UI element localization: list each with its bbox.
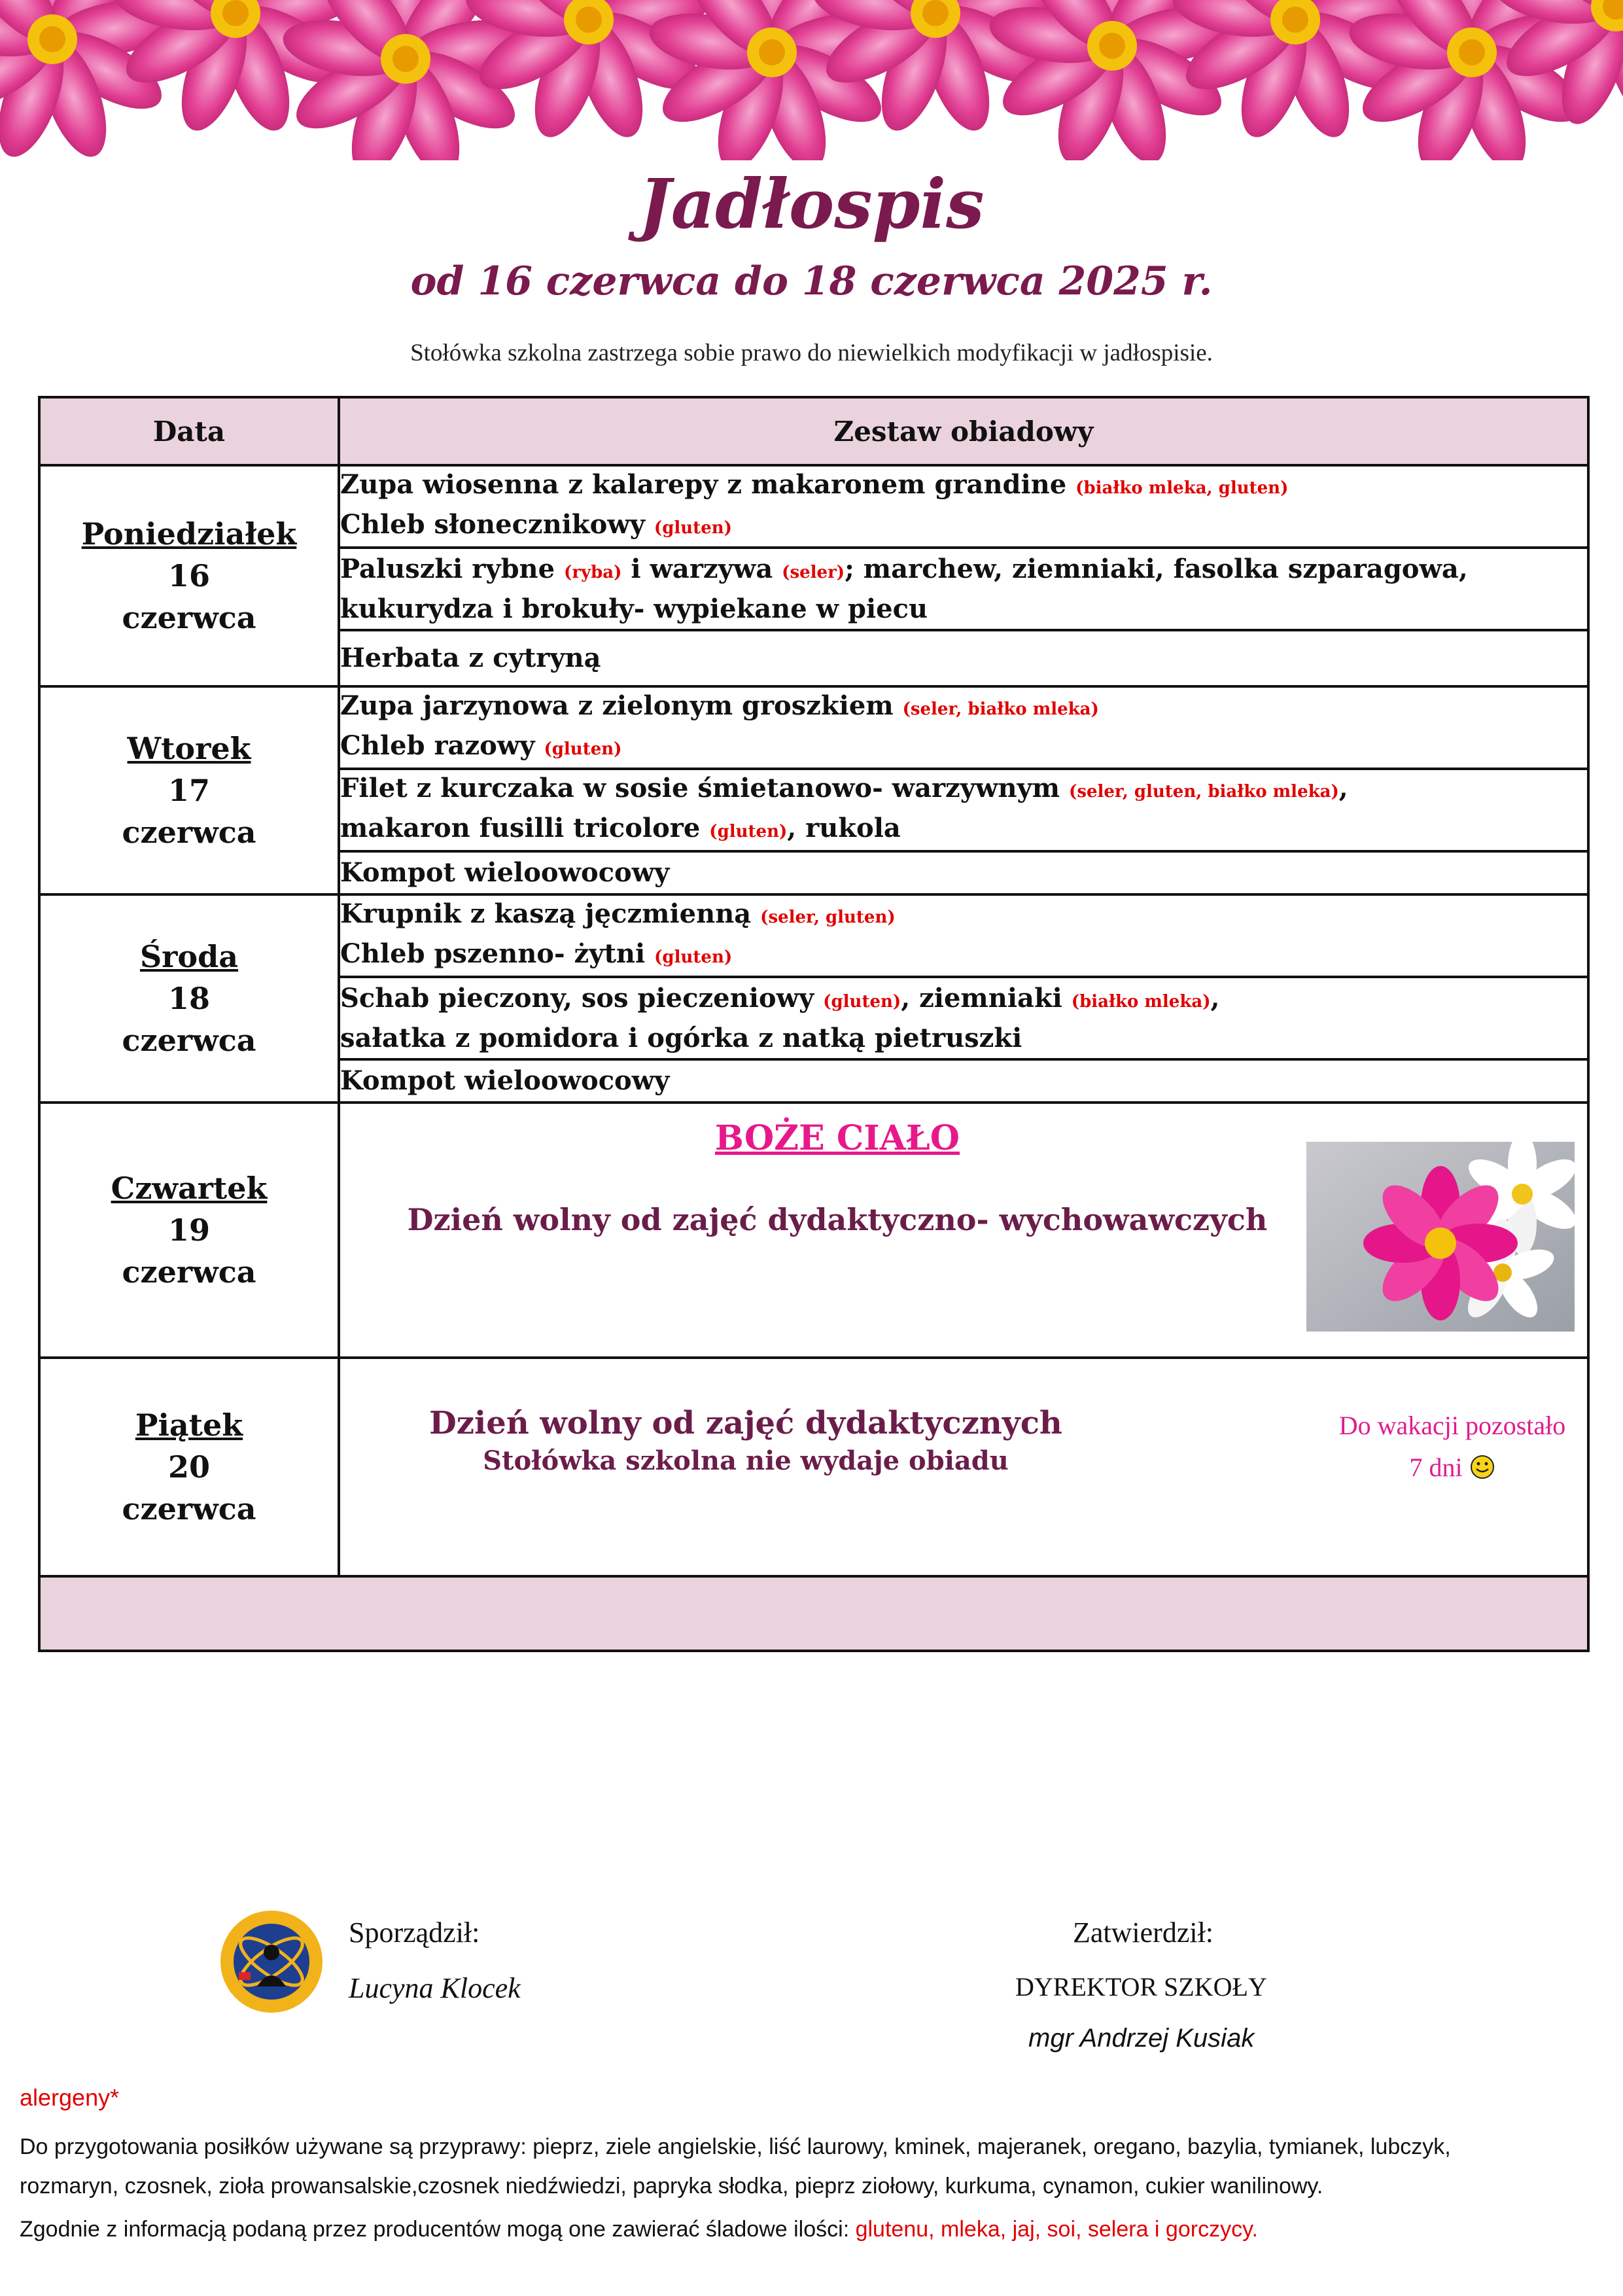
spices-line-1: Do przygotowania posiłków używane są przyprawy: pieprz, ziele angielskie, liść laurowy, kminek, majeranek, oregano, bazylia, tymianek, lubczyk, bbox=[20, 2134, 1451, 2159]
allergen-label: (gluten) bbox=[709, 822, 788, 841]
meal-text: Krupnik z kaszą jęczmienną bbox=[340, 898, 761, 929]
day-cell-monday bbox=[39, 465, 339, 686]
allergen-label: (gluten) bbox=[654, 518, 732, 538]
flower-banner bbox=[0, 0, 1623, 160]
smiley-icon bbox=[1469, 1454, 1495, 1480]
allergen-label: (gluten) bbox=[654, 947, 733, 967]
meal-text: Herbata z cytryną bbox=[340, 643, 601, 673]
meal-text: i warzywa bbox=[621, 553, 782, 584]
day-number: 17 bbox=[167, 773, 210, 808]
director-name: mgr Andrzej Kusiak bbox=[1028, 2024, 1255, 2053]
meal-text: ; marchew, ziemniaki, fasolka szparagowa, bbox=[845, 553, 1468, 584]
countdown-text: Do wakacji pozostało bbox=[1338, 1411, 1566, 1440]
meal-text: kukurydza i brokuły- wypiekane w piecu bbox=[340, 593, 928, 624]
menu-table bbox=[38, 396, 1590, 1652]
no-lunch-note: Stołówka szkolna nie wydaje obiadu bbox=[483, 1445, 1009, 1476]
meal-text: Kompot wieloowocowy bbox=[340, 857, 670, 888]
meal-soup bbox=[339, 465, 1588, 548]
day-off-note: Dzień wolny od zajęć dydaktycznych bbox=[429, 1405, 1062, 1441]
allergen-label: (gluten) bbox=[544, 739, 622, 759]
day-month: czerwca bbox=[122, 815, 256, 850]
day-cell-tuesday bbox=[39, 686, 339, 894]
approved-by-label: Zatwierdził: bbox=[1073, 1916, 1214, 1949]
date-range-subtitle: od 16 czerwca do 18 czerwca 2025 r. bbox=[410, 258, 1213, 304]
meal-soup bbox=[339, 894, 1588, 977]
day-cell-thursday bbox=[39, 1103, 339, 1358]
day-name: Piątek bbox=[135, 1407, 243, 1443]
spices-line-2: rozmaryn, czosnek, zioła prowansalskie,czosnek niedźwiedzi, papryka słodka, pieprz ziołowy, kurkuma, cynamon, cukier wanilinowy. bbox=[20, 2174, 1323, 2199]
page-title: Jadłospis bbox=[638, 164, 985, 244]
meal-text: makaron fusilli tricolore bbox=[340, 813, 710, 843]
prepared-by-label: Sporządził: bbox=[349, 1916, 480, 1949]
meal-drink bbox=[339, 851, 1588, 894]
day-month: czerwca bbox=[122, 1023, 256, 1058]
meal-text: , bbox=[1338, 773, 1348, 804]
day-month: czerwca bbox=[122, 1254, 256, 1290]
meal-text: Chleb pszenno- żytni bbox=[340, 938, 655, 969]
column-header-date: Data bbox=[39, 397, 339, 465]
modification-note: Stołówka szkolna zastrzega sobie prawo do niewielkich modyfikacji w jadłospisie. bbox=[410, 340, 1213, 366]
day-name: Poniedziałek bbox=[81, 516, 297, 552]
vacation-countdown bbox=[1315, 1405, 1590, 1489]
meal-text: , bbox=[1210, 982, 1220, 1014]
day-cell-wednesday bbox=[39, 894, 339, 1103]
meal-drink bbox=[339, 630, 1588, 686]
meal-main bbox=[339, 548, 1588, 630]
meal-text: Filet z kurczaka w sosie śmietanowo- warzywnym bbox=[340, 773, 1070, 804]
holiday-cell bbox=[339, 1103, 1588, 1358]
school-logo bbox=[219, 1909, 324, 2014]
meal-text: , ziemniaki bbox=[901, 982, 1072, 1014]
allergen-label: (ryba) bbox=[564, 562, 622, 582]
day-month: czerwca bbox=[122, 1491, 256, 1527]
allergen-label: (seler) bbox=[782, 562, 845, 582]
meal-text: Chleb razowy bbox=[340, 730, 544, 761]
column-header-menu: Zestaw obiadowy bbox=[339, 397, 1588, 465]
meal-text: sałatka z pomidora i ogórka z natką pietruszki bbox=[340, 1022, 1022, 1053]
meal-text: Zupa wiosenna z kalarepy z makaronem grandine bbox=[340, 469, 1076, 500]
allergen-label: (seler, gluten) bbox=[760, 908, 896, 927]
allergen-label: (seler, białko mleka) bbox=[902, 699, 1099, 719]
day-name: Wtorek bbox=[127, 731, 251, 766]
table-footer-band bbox=[39, 1576, 1588, 1651]
trace-allergens-list: glutenu, mleka, jaj, soi, selera i gorczycy. bbox=[855, 2217, 1258, 2242]
meal-text: Chleb słonecznikowy bbox=[340, 509, 654, 540]
countdown-days: 7 dni bbox=[1409, 1453, 1463, 1482]
holiday-note: Dzień wolny od zajęć dydaktyczno- wychowawczych bbox=[407, 1202, 1268, 1237]
meal-main bbox=[339, 977, 1588, 1059]
meal-text: , rukola bbox=[787, 813, 901, 843]
allergens-heading: alergeny* bbox=[20, 2084, 120, 2111]
day-number: 20 bbox=[167, 1449, 210, 1485]
allergen-label: (seler, gluten, białko mleka) bbox=[1069, 782, 1339, 802]
day-cell-friday bbox=[39, 1358, 339, 1576]
day-number: 16 bbox=[167, 558, 210, 593]
trace-text: Zgodnie z informacją podaną przez producentów mogą one zawierać śladowe ilości: bbox=[20, 2217, 856, 2242]
day-number: 19 bbox=[167, 1212, 210, 1248]
meal-text: Schab pieczony, sos pieczeniowy bbox=[340, 982, 824, 1014]
allergen-label: (gluten) bbox=[823, 991, 901, 1012]
meal-text: Kompot wieloowocowy bbox=[340, 1065, 670, 1096]
director-title: DYREKTOR SZKOŁY bbox=[1015, 1972, 1267, 2002]
meal-text: Paluszki rybne bbox=[340, 553, 565, 584]
trace-allergens-line bbox=[20, 2217, 1258, 2242]
day-number: 18 bbox=[167, 981, 210, 1016]
allergen-label: (białko mleka, gluten) bbox=[1075, 478, 1289, 498]
meal-text: Zupa jarzynowa z zielonym groszkiem bbox=[340, 690, 903, 721]
meal-main bbox=[339, 769, 1588, 851]
allergen-label: (białko mleka) bbox=[1071, 991, 1211, 1012]
day-name: Środa bbox=[139, 939, 239, 974]
meal-drink bbox=[339, 1059, 1588, 1103]
prepared-by-name: Lucyna Klocek bbox=[349, 1972, 521, 2004]
day-month: czerwca bbox=[122, 600, 256, 635]
friday-cell bbox=[339, 1358, 1588, 1576]
meal-soup bbox=[339, 686, 1588, 769]
day-name: Czwartek bbox=[111, 1171, 268, 1206]
cosmos-flower-photo bbox=[1306, 1142, 1575, 1332]
holiday-title: BOŻE CIAŁO bbox=[714, 1118, 960, 1158]
